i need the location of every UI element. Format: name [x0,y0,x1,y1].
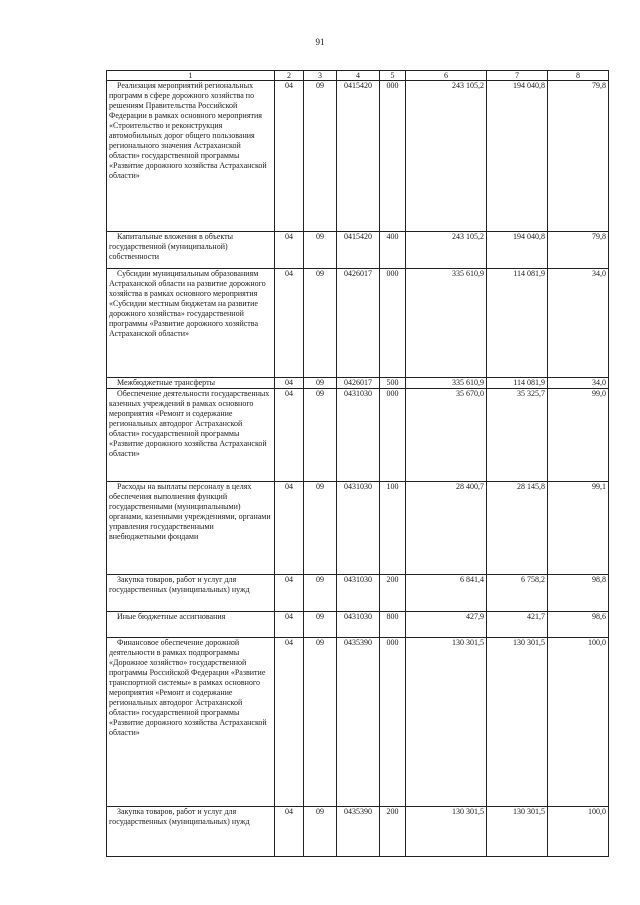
row-actual-value: 28 145,8 [487,482,548,575]
row-target-article: 0435390 [337,807,380,857]
row-actual-value: 194 040,8 [487,232,548,269]
row-target-article: 0431030 [337,482,380,575]
table-row [107,638,609,807]
row-name: Капитальные вложения в объекты государственной (муниципальной) собственности [107,232,275,269]
row-actual-value: 35 325,7 [487,389,548,482]
column-header: 1 [107,71,275,81]
budget-table [106,70,609,857]
row-plan-value: 335 610,9 [406,378,487,389]
row-target-article: 0435390 [337,638,380,807]
row-name: Финансовое обеспечение дорожной деятельности в рамках подпрограммы «Дорожное хозяйство» государственной программы Российской Федерации «Развитие транспортной системы» в рамках основного мероприятия «Ремонт и содержание региональных автодорог Астраханской области» государственной программы «Развитие дорожного хозяйства Астраханской области» [107,638,275,807]
column-header: 4 [337,71,380,81]
row-expense-type: 500 [380,378,406,389]
row-actual-value: 114 081,9 [487,378,548,389]
row-expense-type: 100 [380,482,406,575]
row-section: 04 [275,81,304,232]
column-header: 3 [304,71,337,81]
row-name: Расходы на выплаты персоналу в целях обеспечения выполнения функций государственными (муниципальными) органами, казенными учреждениями, органами управления государственными внебюджетными фондами [107,482,275,575]
row-percent: 99,0 [548,389,609,482]
row-section: 04 [275,482,304,575]
row-name: Закупка товаров, работ и услуг для государственных (муниципальных) нужд [107,807,275,857]
row-percent: 99,1 [548,482,609,575]
row-expense-type: 400 [380,232,406,269]
row-section: 04 [275,575,304,612]
row-subsection: 09 [304,378,337,389]
row-expense-type: 000 [380,638,406,807]
table-row [107,378,609,389]
table-row [107,807,609,857]
row-subsection: 09 [304,612,337,638]
row-expense-type: 800 [380,612,406,638]
table-row [107,482,609,575]
row-expense-type: 000 [380,81,406,232]
table-row [107,232,609,269]
row-name: Закупка товаров, работ и услуг для государственных (муниципальных) нужд [107,575,275,612]
row-percent: 79,8 [548,232,609,269]
row-target-article: 0431030 [337,612,380,638]
row-target-article: 0426017 [337,269,380,378]
row-percent: 98,8 [548,575,609,612]
table-row [107,612,609,638]
row-plan-value: 6 841,4 [406,575,487,612]
row-actual-value: 421,7 [487,612,548,638]
row-name: Межбюджетные трансферты [107,378,275,389]
row-target-article: 0431030 [337,389,380,482]
row-actual-value: 130 301,5 [487,807,548,857]
row-percent: 34,0 [548,269,609,378]
row-section: 04 [275,389,304,482]
row-plan-value: 243 105,2 [406,232,487,269]
column-header: 7 [487,71,548,81]
row-percent: 100,0 [548,807,609,857]
row-section: 04 [275,638,304,807]
row-subsection: 09 [304,807,337,857]
row-name: Субсидии муниципальным образованиям Астраханской области на развитие дорожного хозяйства в рамках основного мероприятия «Субсидии местным бюджетам на развитие дорожного хозяйства» государственной программы «Развитие дорожного хозяйства Астраханской области» [107,269,275,378]
row-section: 04 [275,378,304,389]
row-percent: 100,0 [548,638,609,807]
row-percent: 79,8 [548,81,609,232]
row-actual-value: 194 040,8 [487,81,548,232]
row-plan-value: 28 400,7 [406,482,487,575]
row-section: 04 [275,232,304,269]
row-section: 04 [275,612,304,638]
header-row [107,71,609,81]
row-name: Обеспечение деятельности государственных казенных учреждений в рамках основного мероприятия «Ремонт и содержание региональных автодорог Астраханской области» государственной программы «Развитие дорожного хозяйства Астраханской области» [107,389,275,482]
row-plan-value: 335 610,9 [406,269,487,378]
row-plan-value: 243 105,2 [406,81,487,232]
row-percent: 98,6 [548,612,609,638]
table-row [107,575,609,612]
row-plan-value: 35 670,0 [406,389,487,482]
row-actual-value: 6 758,2 [487,575,548,612]
row-subsection: 09 [304,482,337,575]
table-row [107,81,609,232]
row-plan-value: 130 301,5 [406,807,487,857]
table-row [107,269,609,378]
column-header: 2 [275,71,304,81]
row-expense-type: 000 [380,389,406,482]
page-number: 91 [315,37,325,47]
row-subsection: 09 [304,232,337,269]
table-row [107,389,609,482]
row-name: Реализация мероприятий региональных программ в сфере дорожного хозяйства по решениям Правительства Российской Федерации в рамках основного мероприятия «Строительство и реконструкция автомобильных дорог общего пользования регионального значения Астраханской области» государственной программы «Развитие дорожного хозяйства Астраханской области» [107,81,275,232]
column-header: 6 [406,71,487,81]
row-section: 04 [275,269,304,378]
row-percent: 34,0 [548,378,609,389]
row-subsection: 09 [304,389,337,482]
row-target-article: 0415420 [337,232,380,269]
row-plan-value: 427,9 [406,612,487,638]
row-section: 04 [275,807,304,857]
row-subsection: 09 [304,269,337,378]
row-name: Иные бюджетные ассигнования [107,612,275,638]
row-target-article: 0431030 [337,575,380,612]
row-expense-type: 000 [380,269,406,378]
row-expense-type: 200 [380,807,406,857]
row-subsection: 09 [304,575,337,612]
row-target-article: 0426017 [337,378,380,389]
row-target-article: 0415420 [337,81,380,232]
column-header: 8 [548,71,609,81]
row-actual-value: 114 081,9 [487,269,548,378]
row-subsection: 09 [304,638,337,807]
row-subsection: 09 [304,81,337,232]
column-header: 5 [380,71,406,81]
row-actual-value: 130 301,5 [487,638,548,807]
row-plan-value: 130 301,5 [406,638,487,807]
row-expense-type: 200 [380,575,406,612]
